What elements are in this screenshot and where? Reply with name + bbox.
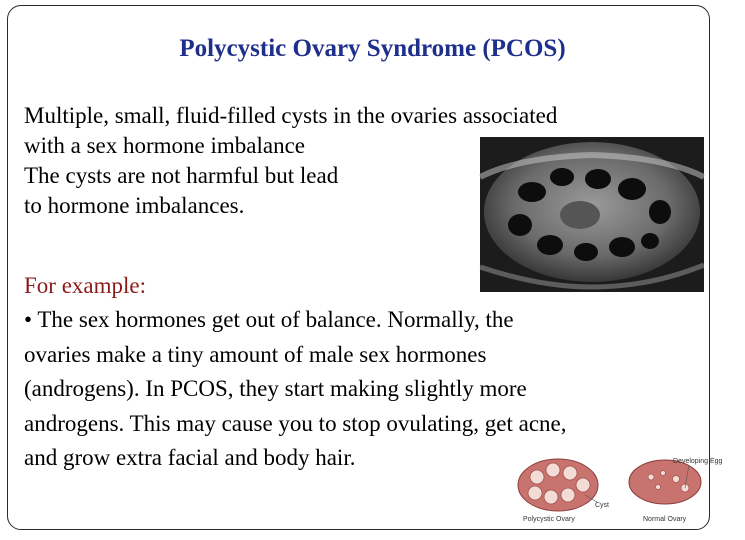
polycystic-ovary-illustration — [518, 459, 598, 511]
ultrasound-image — [480, 137, 704, 292]
normal-ovary-illustration — [629, 460, 701, 504]
intro-line: with a sex hormone imbalance — [24, 133, 306, 158]
intro-line: The cysts are not harmful but lead — [24, 163, 339, 188]
bullet-line: androgens. This may cause you to stop ovulating, get acne, — [24, 410, 567, 436]
intro-line: Multiple, small, fluid-filled cysts in the ovaries associated — [24, 103, 558, 128]
intro-line: to hormone imbalances. — [24, 193, 245, 218]
bullet-line: and grow extra facial and body hair. — [24, 445, 356, 470]
bullet-line: (androgens). In PCOS, they start making slightly more — [24, 376, 527, 401]
developing-egg-label: Developing Egg — [673, 458, 723, 465]
bullet-paragraph — [24, 303, 704, 476]
bullet-line: • The sex hormones get out of balance. Normally, the — [24, 307, 514, 332]
ovary-comparison-diagram — [513, 455, 723, 527]
cyst-label: Cyst — [595, 502, 609, 509]
slide-title: Polycystic Ovary Syndrome (PCOS) — [179, 35, 566, 62]
bullet-line: ovaries make a tiny amount of male sex hormones — [24, 341, 487, 367]
polycystic-ovary-label: Polycystic Ovary — [523, 516, 575, 523]
example-label: For example: — [24, 273, 146, 298]
normal-ovary-label: Normal Ovary — [643, 516, 687, 523]
